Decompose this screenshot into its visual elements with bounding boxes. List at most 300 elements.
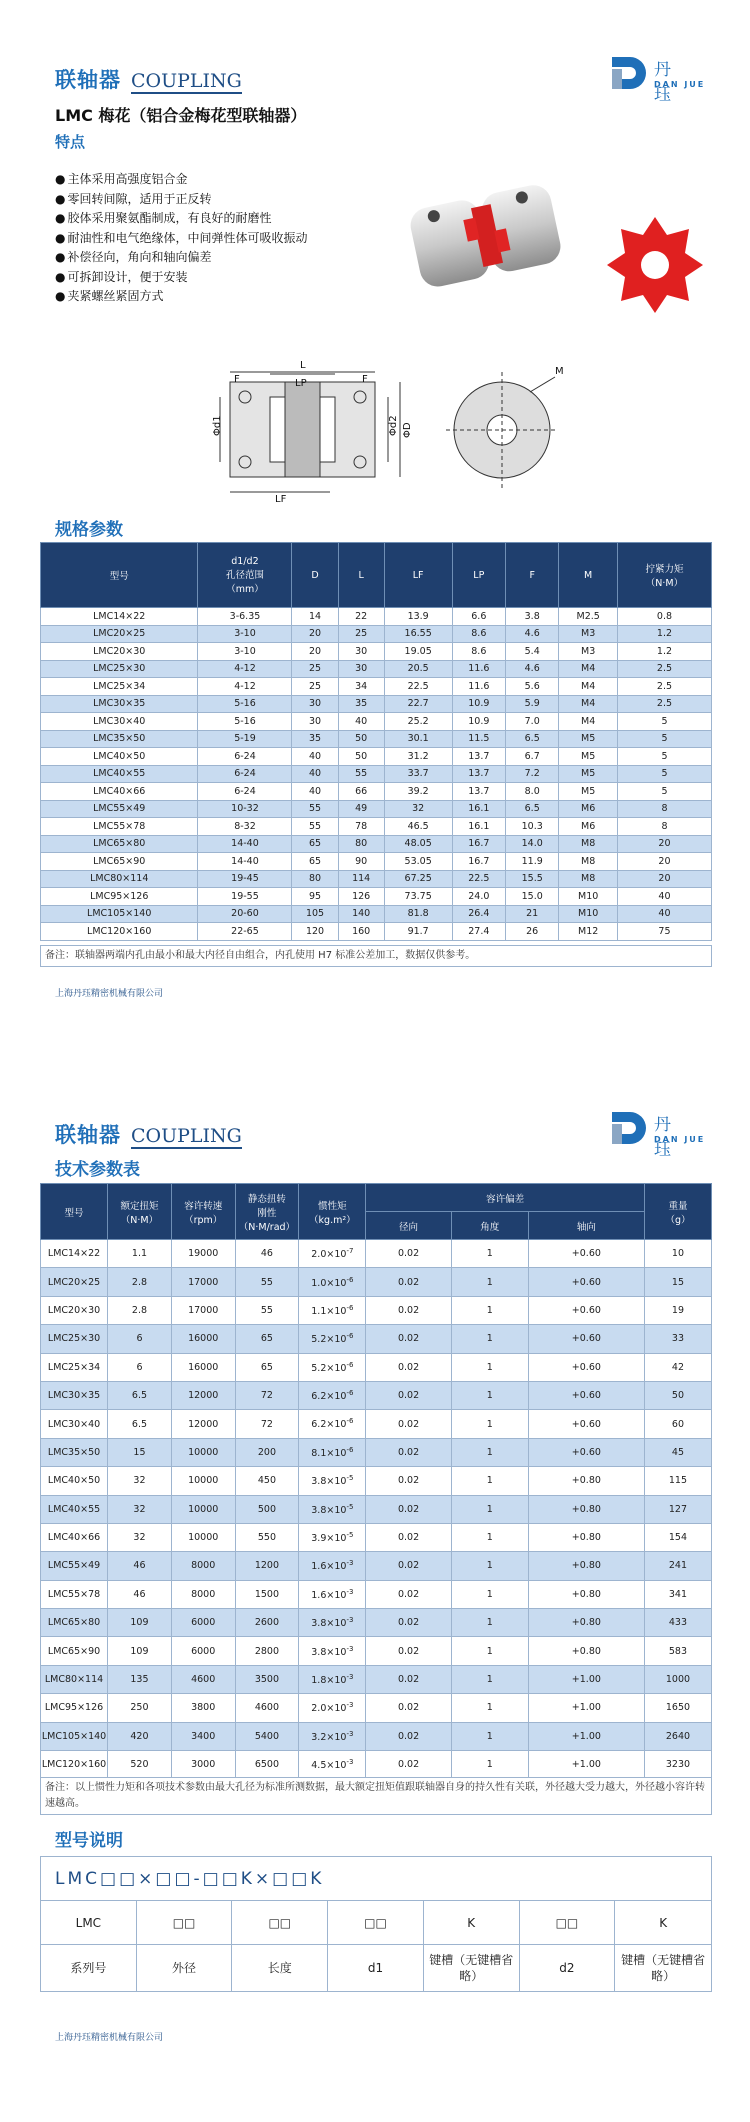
table-cell: 4600 [235,1694,299,1722]
table-row [41,835,712,853]
table-cell: 50 [338,748,384,766]
table-cell: M4 [559,695,618,713]
footer-company-2: 上海丹珏精密机械有限公司 [55,2033,164,2043]
table-cell: 0.02 [366,1694,451,1722]
table-cell: 40 [617,888,711,906]
table-cell: 500 [235,1495,299,1523]
th-model: 型号 [41,1184,108,1240]
model-grid [41,1901,711,1991]
table-cell: M5 [559,748,618,766]
table-row [41,888,712,906]
table-cell: 16.1 [452,818,505,836]
inertia-cell [299,1325,366,1353]
table-row [41,783,712,801]
table-row [41,1353,712,1381]
table-cell: LMC95×126 [41,1694,108,1722]
table-cell: 40 [292,783,338,801]
table-cell: 73.75 [384,888,452,906]
table-cell: 32 [108,1495,172,1523]
inertia-exponent: -6 [346,1303,354,1312]
inertia-cell [299,1694,366,1722]
table-row [41,853,712,871]
table-cell: 1 [451,1325,528,1353]
table-cell: 3-6.35 [198,608,292,626]
table-row [41,1694,712,1722]
table-cell: 21 [506,905,559,923]
table-cell: 55 [235,1268,299,1296]
table-cell: LMC30×40 [41,1410,108,1438]
brand-en: COUPLING [131,1125,242,1147]
table-cell: 1 [451,1495,528,1523]
table-cell: 16.55 [384,625,452,643]
spec-header-cell: d1/d2 孔径范围 （mm） [198,543,292,608]
table-row [41,608,712,626]
inertia-exponent: -3 [346,1587,354,1596]
table-row [41,660,712,678]
table-cell: 40 [292,765,338,783]
inertia-cell [299,1381,366,1409]
inertia-exponent: -7 [346,1247,354,1256]
table-cell: 154 [644,1523,711,1551]
inertia-base: 3.8×10 [311,1476,347,1488]
table-cell: 80 [292,870,338,888]
dimension-drawing [210,352,570,502]
table-cell: 65 [235,1325,299,1353]
table-cell: 0.02 [366,1268,451,1296]
inertia-exponent: -3 [346,1758,354,1767]
spec-title: 规格参数 [55,520,123,540]
table-cell: 26 [506,923,559,941]
label-L: L [300,360,306,371]
table-cell: 6000 [171,1609,235,1637]
th-speed: 容许转速 （rpm） [171,1184,235,1240]
footer-company: 上海丹珏精密机械有限公司 [55,989,164,999]
inertia-cell [299,1552,366,1580]
inertia-base: 5.2×10 [311,1334,347,1346]
table-cell: 3230 [644,1751,711,1779]
table-cell: 200 [235,1438,299,1466]
table-cell: +0.80 [528,1637,644,1665]
table-cell: 49 [338,800,384,818]
model-code-meaning: 系列号 [41,1945,137,1991]
page-header-2 [55,1119,242,1149]
inertia-exponent: -5 [346,1502,354,1511]
table-cell: +0.80 [528,1467,644,1495]
table-cell: 78 [338,818,384,836]
table-cell: 27.4 [452,923,505,941]
table-cell: 0.02 [366,1722,451,1750]
table-cell: 2.5 [617,678,711,696]
table-cell: LMC35×50 [41,1438,108,1466]
spec-header-cell: LF [384,543,452,608]
table-cell: 241 [644,1552,711,1580]
table-cell: LMC25×30 [41,1325,108,1353]
table-cell: M3 [559,625,618,643]
model-title: 型号说明 [55,1831,123,1851]
table-cell: 81.8 [384,905,452,923]
table-cell: 6 [108,1353,172,1381]
table-cell: 0.02 [366,1637,451,1665]
table-cell: 1 [451,1694,528,1722]
table-cell: 0.02 [366,1438,451,1466]
table-row [41,1722,712,1750]
table-cell: 0.02 [366,1240,451,1268]
table-cell: 33.7 [384,765,452,783]
table-cell: +0.60 [528,1410,644,1438]
table-cell: +0.60 [528,1353,644,1381]
inertia-exponent: -3 [346,1644,354,1653]
table-cell: LMC40×55 [41,1495,108,1523]
table-cell: 32 [108,1467,172,1495]
tech-title: 技术参数表 [55,1160,140,1180]
table-cell: 433 [644,1609,711,1637]
table-cell: 1 [451,1580,528,1608]
table-cell: 5-16 [198,713,292,731]
table-cell: 10000 [171,1467,235,1495]
table-cell: 13.7 [452,783,505,801]
table-cell: 3-10 [198,625,292,643]
table-cell: 19-55 [198,888,292,906]
inertia-base: 3.8×10 [311,1504,347,1516]
table-cell: 1 [451,1353,528,1381]
table-cell: 8 [617,818,711,836]
model-code-meaning: 长度 [232,1945,328,1991]
logo-mark-icon [610,55,650,91]
inertia-base: 1.6×10 [311,1561,347,1573]
table-cell: 5-19 [198,730,292,748]
table-cell: 8000 [171,1580,235,1608]
table-cell: 3800 [171,1694,235,1722]
table-cell: 15.5 [506,870,559,888]
table-row [41,1552,712,1580]
table-cell: 0.02 [366,1467,451,1495]
product-photo [400,170,720,320]
table-cell: LMC40×50 [41,1467,108,1495]
table-cell: 80 [338,835,384,853]
inertia-cell [299,1410,366,1438]
spec-note: 备注：联轴器两端内孔由最小和最大内径自由组合，内孔使用 H7 标准公差加工，数据仅供参考。 [40,945,712,967]
table-cell: 6.5 [108,1410,172,1438]
table-cell: LMC105×140 [41,905,198,923]
inertia-exponent: -6 [346,1360,354,1369]
label-M: M [555,366,564,377]
table-cell: 20.5 [384,660,452,678]
table-cell: 0.02 [366,1609,451,1637]
table-cell: 12000 [171,1410,235,1438]
table-cell: 0.02 [366,1410,451,1438]
table-cell: 17000 [171,1268,235,1296]
label-F-right: F [362,374,368,385]
table-cell: M8 [559,835,618,853]
table-cell: 127 [644,1495,711,1523]
logo-cn: 丹 珏 [654,1115,677,1160]
inertia-exponent: -6 [346,1445,354,1454]
table-cell: 0.02 [366,1552,451,1580]
table-cell: LMC35×50 [41,730,198,748]
inertia-base: 3.2×10 [311,1731,347,1743]
table-cell: LMC120×160 [41,1751,108,1779]
table-cell: 14-40 [198,853,292,871]
feature-item: ● 补偿径向，角向和轴向偏差 [55,248,308,268]
feature-item: ● 主体采用高强度铝合金 [55,170,308,190]
inertia-exponent: -3 [346,1672,354,1681]
table-cell: 30 [338,660,384,678]
table-cell: 12000 [171,1381,235,1409]
table-cell: 22.5 [452,870,505,888]
table-cell: 6.6 [452,608,505,626]
table-cell: 15 [644,1268,711,1296]
model-code-meaning: 键槽（无键槽省略） [621,1953,706,1983]
model-code-meaning: d1 [328,1945,424,1991]
table-cell: 6.7 [506,748,559,766]
table-cell: 2.8 [108,1268,172,1296]
table-cell: 13.7 [452,765,505,783]
inertia-exponent: -3 [346,1729,354,1738]
table-cell: LMC14×22 [41,1240,108,1268]
table-row [41,1495,712,1523]
table-cell: LMC65×80 [41,835,198,853]
th-axial: 轴向 [528,1212,644,1240]
model-code-meaning: 键槽（无键槽省略） [424,1945,520,1991]
model-code-meaning: d2 [520,1945,616,1991]
table-cell: LMC30×35 [41,1381,108,1409]
spec-header-cell: LP [452,543,505,608]
inertia-exponent: -5 [346,1531,354,1540]
table-cell: +0.80 [528,1580,644,1608]
table-cell: 40 [338,713,384,731]
model-code-part: LMC [41,1901,137,1945]
table-cell: 120 [292,923,338,941]
table-cell: 46 [108,1552,172,1580]
label-D: ΦD [402,422,413,438]
table-cell: 135 [108,1665,172,1693]
table-cell: 1 [451,1665,528,1693]
inertia-cell [299,1751,366,1779]
table-cell: 520 [108,1751,172,1779]
table-cell: 5400 [235,1722,299,1750]
table-row [41,870,712,888]
table-row [41,1268,712,1296]
th-deviation: 容许偏差 [366,1184,645,1212]
table-row [41,765,712,783]
table-cell: LMC25×34 [41,678,198,696]
spec-header-cell: F [506,543,559,608]
table-cell: 140 [338,905,384,923]
table-cell: M10 [559,888,618,906]
model-code-meaning: 外径 [137,1945,233,1991]
table-cell: M3 [559,643,618,661]
table-cell: 341 [644,1580,711,1608]
table-cell: 10.9 [452,713,505,731]
table-cell: 1500 [235,1580,299,1608]
table-cell: 1 [451,1609,528,1637]
table-cell: 1 [451,1751,528,1779]
model-code-part: □□ [232,1901,328,1945]
table-cell: LMC65×90 [41,1637,108,1665]
table-cell: LMC40×66 [41,1523,108,1551]
table-cell: 6500 [235,1751,299,1779]
table-cell: 67.25 [384,870,452,888]
label-d2: Φd2 [388,415,399,436]
inertia-base: 8.1×10 [311,1448,347,1459]
inertia-base: 6.2×10 [311,1419,347,1431]
table-cell: 60 [644,1410,711,1438]
inertia-cell [299,1523,366,1551]
table-cell: LMC20×30 [41,1296,108,1324]
table-cell: 25 [292,660,338,678]
inertia-base: 1.1×10 [311,1306,347,1318]
spec-header-cell: D [292,543,338,608]
table-cell: LMC80×114 [41,1665,108,1693]
spec-header-cell: 拧紧力矩 （N·M） [617,543,711,608]
table-cell: 32 [384,800,452,818]
th-weight: 重量 （g） [644,1184,711,1240]
table-cell: 1.1 [108,1240,172,1268]
table-cell: 0.02 [366,1580,451,1608]
model-code-part: □□ [328,1901,424,1945]
table-cell: 4.6 [506,660,559,678]
table-cell: 16000 [171,1353,235,1381]
table-cell: 19000 [171,1240,235,1268]
logo-mark-icon [610,1110,650,1146]
inertia-base: 3.9×10 [311,1533,347,1545]
table-cell: 20 [617,870,711,888]
table-cell: 1 [451,1552,528,1580]
table-cell: M12 [559,923,618,941]
table-cell: 0.02 [366,1296,451,1324]
table-cell: LMC20×30 [41,643,198,661]
table-cell: 3-10 [198,643,292,661]
label-LF: LF [275,494,287,502]
table-cell: 1 [451,1438,528,1466]
table-cell: 4-12 [198,660,292,678]
model-code-part: K [424,1901,520,1945]
table-cell: 20 [617,853,711,871]
table-cell: 40 [617,905,711,923]
table-cell: 10000 [171,1495,235,1523]
table-row [41,625,712,643]
table-cell: 1 [451,1722,528,1750]
inertia-cell [299,1665,366,1693]
features-title: 特点 [55,133,86,151]
table-cell: 250 [108,1694,172,1722]
table-cell: M5 [559,730,618,748]
table-cell: 55 [235,1296,299,1324]
table-cell: 7.2 [506,765,559,783]
table-cell: 450 [235,1467,299,1495]
table-cell: +0.80 [528,1523,644,1551]
inertia-cell [299,1438,366,1466]
table-cell: 46 [235,1240,299,1268]
inertia-cell [299,1353,366,1381]
table-cell: 2.5 [617,660,711,678]
table-cell: 65 [235,1353,299,1381]
table-cell: 1650 [644,1694,711,1722]
table-cell: 10 [644,1240,711,1268]
table-cell: 583 [644,1637,711,1665]
table-cell: M6 [559,800,618,818]
table-cell: M10 [559,905,618,923]
table-cell: 30.1 [384,730,452,748]
table-row [41,923,712,941]
table-cell: 16.7 [452,853,505,871]
table-cell: 22.5 [384,678,452,696]
table-cell: 5 [617,748,711,766]
product-title: LMC 梅花（铝合金梅花型联轴器） [55,106,307,125]
table-cell: 6 [108,1325,172,1353]
table-cell: M2.5 [559,608,618,626]
table-cell: 2.8 [108,1296,172,1324]
table-cell: 1000 [644,1665,711,1693]
table-cell: 30 [292,695,338,713]
table-row [41,678,712,696]
table-cell: 75 [617,923,711,941]
table-cell: 15 [108,1438,172,1466]
table-cell: 17000 [171,1296,235,1324]
table-cell: 5.9 [506,695,559,713]
table-cell: 3.8 [506,608,559,626]
table-cell: 65 [292,835,338,853]
coupling-body [407,182,564,290]
spec-header-cell: M [559,543,618,608]
table-cell: +1.00 [528,1722,644,1750]
table-cell: 26.4 [452,905,505,923]
table-cell: 109 [108,1609,172,1637]
table-row [41,800,712,818]
table-cell: 55 [338,765,384,783]
table-cell: LMC95×126 [41,888,198,906]
table-cell: LMC80×114 [41,870,198,888]
model-explanation [40,1856,712,1992]
inertia-base: 4.5×10 [311,1760,347,1772]
inertia-exponent: -6 [346,1389,354,1398]
company-logo [610,55,710,105]
table-cell: 5 [617,713,711,731]
table-cell: 66 [338,783,384,801]
table-cell: 10.3 [506,818,559,836]
inertia-exponent: -6 [346,1275,354,1284]
table-row [41,1381,712,1409]
table-cell: 8.6 [452,625,505,643]
model-code: LMC□□×□□-□□K×□□K [41,1857,711,1901]
table-cell: 7.0 [506,713,559,731]
table-row [41,1410,712,1438]
table-cell: 8-32 [198,818,292,836]
table-cell: 115 [644,1467,711,1495]
table-cell: LMC14×22 [41,608,198,626]
inertia-base: 2.0×10 [311,1703,347,1715]
table-row [41,1523,712,1551]
table-cell: 53.05 [384,853,452,871]
table-cell: 4600 [171,1665,235,1693]
table-cell: 20 [292,643,338,661]
table-row [41,1296,712,1324]
table-cell: 0.02 [366,1325,451,1353]
table-cell: 72 [235,1381,299,1409]
tech-table [40,1183,712,1779]
table-cell: 20 [617,835,711,853]
table-cell: 65 [292,853,338,871]
table-cell: 39.2 [384,783,452,801]
table-cell: M4 [559,678,618,696]
table-row [41,1438,712,1466]
model-code-part: K [615,1901,711,1945]
label-d1: Φd1 [212,415,223,436]
table-cell: 2600 [235,1609,299,1637]
inertia-exponent: -6 [346,1332,354,1341]
table-cell: 19 [644,1296,711,1324]
table-cell: M5 [559,765,618,783]
